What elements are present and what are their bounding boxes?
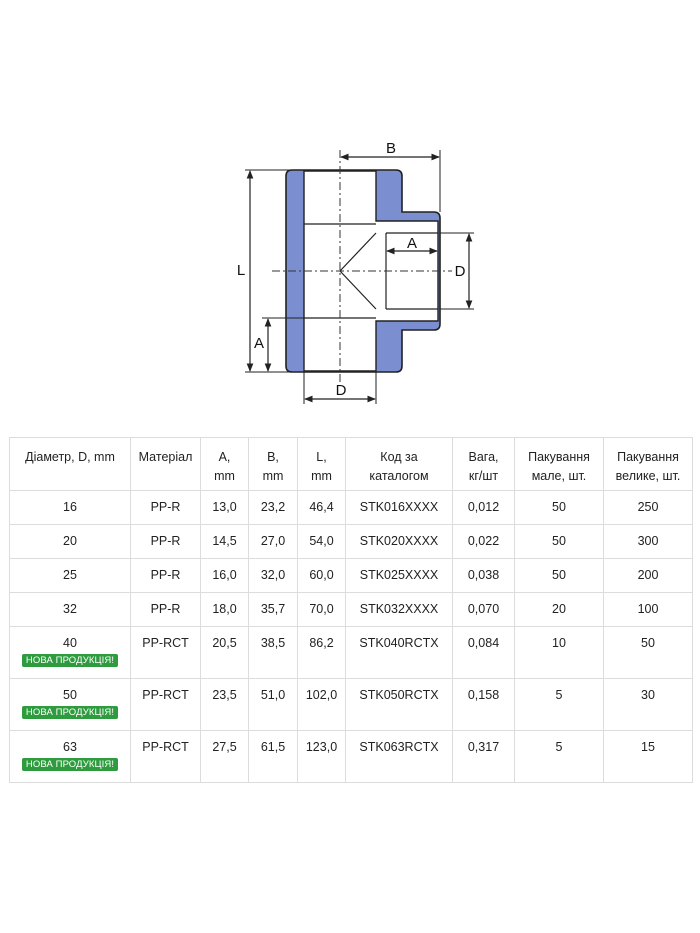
table-row	[10, 679, 693, 731]
cell-code: STK040RCTX	[346, 627, 453, 679]
cell-pack-small: 50	[515, 491, 604, 525]
cell-material: PP-R	[131, 593, 201, 627]
cell-pack-large: 250	[604, 491, 693, 525]
cell-diameter	[10, 731, 131, 783]
cell-pack-small: 5	[515, 731, 604, 783]
cell-pack-large: 300	[604, 525, 693, 559]
cell-pack-small: 10	[515, 627, 604, 679]
diameter-value: 40	[63, 636, 77, 650]
header-material: Матеріал	[131, 438, 201, 491]
dim-d-branch-label: D	[454, 263, 466, 280]
cell-l: 86,2	[298, 627, 346, 679]
cell-material: PP-RCT	[131, 627, 201, 679]
cell-weight: 0,084	[453, 627, 515, 679]
cell-a: 14,5	[201, 525, 249, 559]
cell-pack-large: 200	[604, 559, 693, 593]
diameter-value: 50	[63, 688, 77, 702]
cell-b: 32,0	[249, 559, 298, 593]
cell-a: 16,0	[201, 559, 249, 593]
dim-b-label: B	[385, 140, 397, 157]
header-weight: Вага, кг/шт	[453, 438, 515, 491]
cell-weight: 0,070	[453, 593, 515, 627]
cell-material: PP-R	[131, 559, 201, 593]
dim-d-bottom-label: D	[335, 382, 347, 399]
cell-b: 27,0	[249, 525, 298, 559]
cell-diameter: 16	[10, 491, 131, 525]
cell-code: STK032XXXX	[346, 593, 453, 627]
table-header-row	[10, 438, 693, 491]
cell-b: 51,0	[249, 679, 298, 731]
table-row	[10, 627, 693, 679]
cell-b: 23,2	[249, 491, 298, 525]
cell-weight: 0,158	[453, 679, 515, 731]
table-row	[10, 525, 693, 559]
cell-a: 20,5	[201, 627, 249, 679]
new-product-badge: НОВА ПРОДУКЦІЯ!	[22, 758, 118, 771]
table-row	[10, 559, 693, 593]
cell-pack-small: 20	[515, 593, 604, 627]
cell-diameter: 32	[10, 593, 131, 627]
cell-pack-small: 50	[515, 559, 604, 593]
cell-l: 70,0	[298, 593, 346, 627]
cell-diameter: 20	[10, 525, 131, 559]
cell-b: 61,5	[249, 731, 298, 783]
header-code: Код за каталогом	[346, 438, 453, 491]
new-product-badge: НОВА ПРОДУКЦІЯ!	[22, 706, 118, 719]
cell-weight: 0,317	[453, 731, 515, 783]
cell-pack-small: 5	[515, 679, 604, 731]
cell-code: STK025XXXX	[346, 559, 453, 593]
cell-l: 102,0	[298, 679, 346, 731]
cell-pack-small: 50	[515, 525, 604, 559]
table-row	[10, 491, 693, 525]
cell-weight: 0,012	[453, 491, 515, 525]
header-b: B, mm	[249, 438, 298, 491]
cell-diameter	[10, 679, 131, 731]
table-row	[10, 593, 693, 627]
cell-weight: 0,022	[453, 525, 515, 559]
header-pack-small: Пакування мале, шт.	[515, 438, 604, 491]
cell-material: PP-R	[131, 491, 201, 525]
cell-code: STK016XXXX	[346, 491, 453, 525]
dim-a-branch-label: A	[406, 235, 418, 252]
cell-material: PP-RCT	[131, 731, 201, 783]
specification-table	[9, 437, 693, 783]
cell-pack-large: 30	[604, 679, 693, 731]
cell-material: PP-RCT	[131, 679, 201, 731]
header-a: A, mm	[201, 438, 249, 491]
cell-b: 35,7	[249, 593, 298, 627]
cell-code: STK063RCTX	[346, 731, 453, 783]
cell-code: STK020XXXX	[346, 525, 453, 559]
new-product-badge: НОВА ПРОДУКЦІЯ!	[22, 654, 118, 667]
cell-material: PP-R	[131, 525, 201, 559]
cell-l: 123,0	[298, 731, 346, 783]
table-row	[10, 731, 693, 783]
cell-weight: 0,038	[453, 559, 515, 593]
cell-a: 23,5	[201, 679, 249, 731]
dim-a-bottom-label: A	[253, 335, 265, 352]
cell-a: 18,0	[201, 593, 249, 627]
cell-pack-large: 15	[604, 731, 693, 783]
dim-l-label: L	[236, 262, 246, 279]
tee-fitting-drawing	[0, 0, 700, 420]
cell-code: STK050RCTX	[346, 679, 453, 731]
cell-a: 27,5	[201, 731, 249, 783]
cell-diameter: 25	[10, 559, 131, 593]
cell-b: 38,5	[249, 627, 298, 679]
cell-diameter	[10, 627, 131, 679]
cell-a: 13,0	[201, 491, 249, 525]
cell-l: 54,0	[298, 525, 346, 559]
cell-l: 46,4	[298, 491, 346, 525]
header-l: L, mm	[298, 438, 346, 491]
cell-pack-large: 50	[604, 627, 693, 679]
diameter-value: 63	[63, 740, 77, 754]
header-diameter: Діаметр, D, mm	[10, 438, 131, 491]
header-pack-large: Пакування велике, шт.	[604, 438, 693, 491]
cell-l: 60,0	[298, 559, 346, 593]
cell-pack-large: 100	[604, 593, 693, 627]
